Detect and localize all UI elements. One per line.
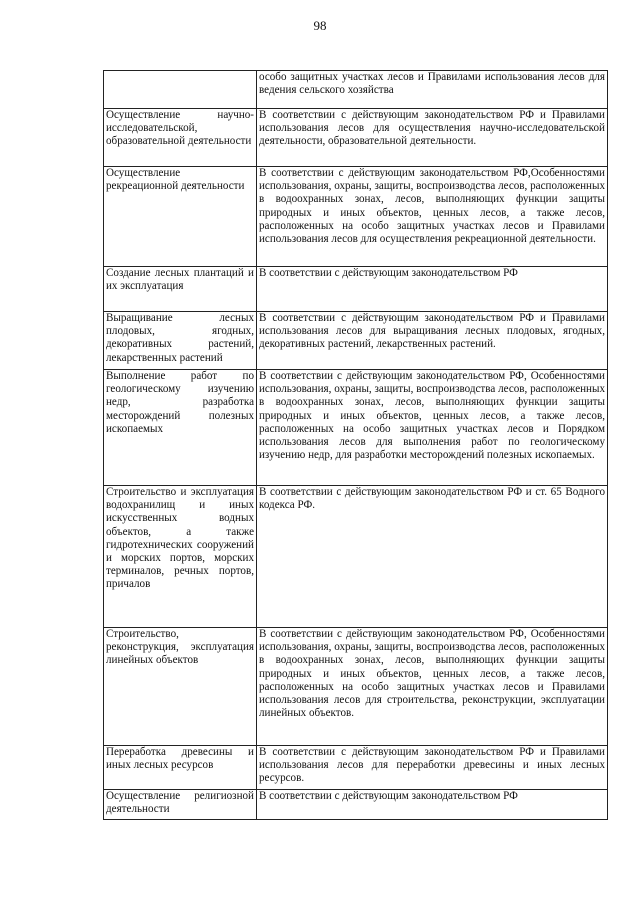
table-row: [104, 790, 608, 820]
table-row: [104, 486, 608, 628]
activity-cell: Выращивание лесных плодовых, ягодных, декоративных растений, лекарственных растений: [104, 312, 257, 370]
regulation-cell: В соответствии с действующим законодательством РФ: [257, 790, 608, 820]
regulation-cell: В соответствии с действующим законодательством РФ, Особенностями использования, охраны, защиты, воспроизводства лесов, расположенных в водоохранных зонах, лесов, выполняющих функции защиты природных и иных объектов, ценных лесов, а также лесов, расположенных на особо защитных участках лесов и Правилами использования лесов для строительства, реконструкции, эксплуатации линейных объектов.: [257, 628, 608, 746]
table-row: [104, 71, 608, 109]
activity-cell: Строительство и эксплуатация водохранилищ и иных искусственных водных объектов, а также гидротехнических сооружений и морских портов, морских терминалов, речных портов, причалов: [104, 486, 257, 628]
forest-use-table: [103, 70, 608, 820]
table-row: [104, 628, 608, 746]
activity-cell: [104, 71, 257, 109]
regulation-cell: В соответствии с действующим законодательством РФ и ст. 65 Водного кодекса РФ.: [257, 486, 608, 628]
activity-cell: Строительство, реконструкция, эксплуатация линейных объектов: [104, 628, 257, 746]
table-row: [104, 267, 608, 312]
table-row: [104, 746, 608, 790]
activity-cell: Осуществление рекреационной деятельности: [104, 167, 257, 267]
table-row: [104, 109, 608, 167]
activity-cell: Осуществление религиозной деятельности: [104, 790, 257, 820]
activity-cell: Выполнение работ по геологическому изучению недр, разработка месторождений полезных ископаемых: [104, 370, 257, 486]
activity-cell: Осуществление научно-исследовательской, образовательной деятельности: [104, 109, 257, 167]
page-number: 98: [313, 18, 327, 33]
activity-cell: Переработка древесины и иных лесных ресурсов: [104, 746, 257, 790]
regulation-cell: В соответствии с действующим законодательством РФ и Правилами использования лесов для выращивания лесных плодовых, ягодных, декоративных растений, лекарственных растений.: [257, 312, 608, 370]
table-row: [104, 370, 608, 486]
regulation-cell: В соответствии с действующим законодательством РФ и Правилами использования лесов для переработки древесины и иных лесных ресурсов.: [257, 746, 608, 790]
table-row: [104, 312, 608, 370]
activity-cell: Создание лесных плантаций и их эксплуатация: [104, 267, 257, 312]
regulation-cell: В соответствии с действующим законодательством РФ и Правилами использования лесов для осуществления научно-исследовательской деятельности, образовательной деятельности.: [257, 109, 608, 167]
regulation-cell: особо защитных участках лесов и Правилами использования лесов для ведения сельского хозяйства: [257, 71, 608, 109]
regulation-cell: В соответствии с действующим законодательством РФ, Особенностями использования, охраны, защиты, воспроизводства лесов, расположенных в водоохранных зонах, лесов, выполняющих функции защиты природных и иных объектов, ценных лесов, а также лесов, расположенных на особо защитных участках лесов и Порядком использования лесов для выполнения работ по геологическому изучению недр, для разработки месторождений полезных ископаемых.: [257, 370, 608, 486]
table-row: [104, 167, 608, 267]
regulation-cell: В соответствии с действующим законодательством РФ,Особенностями использования, охраны, защиты, воспроизводства лесов, расположенных в водоохранных зонах, лесов, выполняющих функции защиты природных и иных объектов, ценных лесов, а также лесов, расположенных на особо защитных участках лесов и Правилами использования лесов для осуществления рекреационной деятельности.: [257, 167, 608, 267]
regulation-cell: В соответствии с действующим законодательством РФ: [257, 267, 608, 312]
